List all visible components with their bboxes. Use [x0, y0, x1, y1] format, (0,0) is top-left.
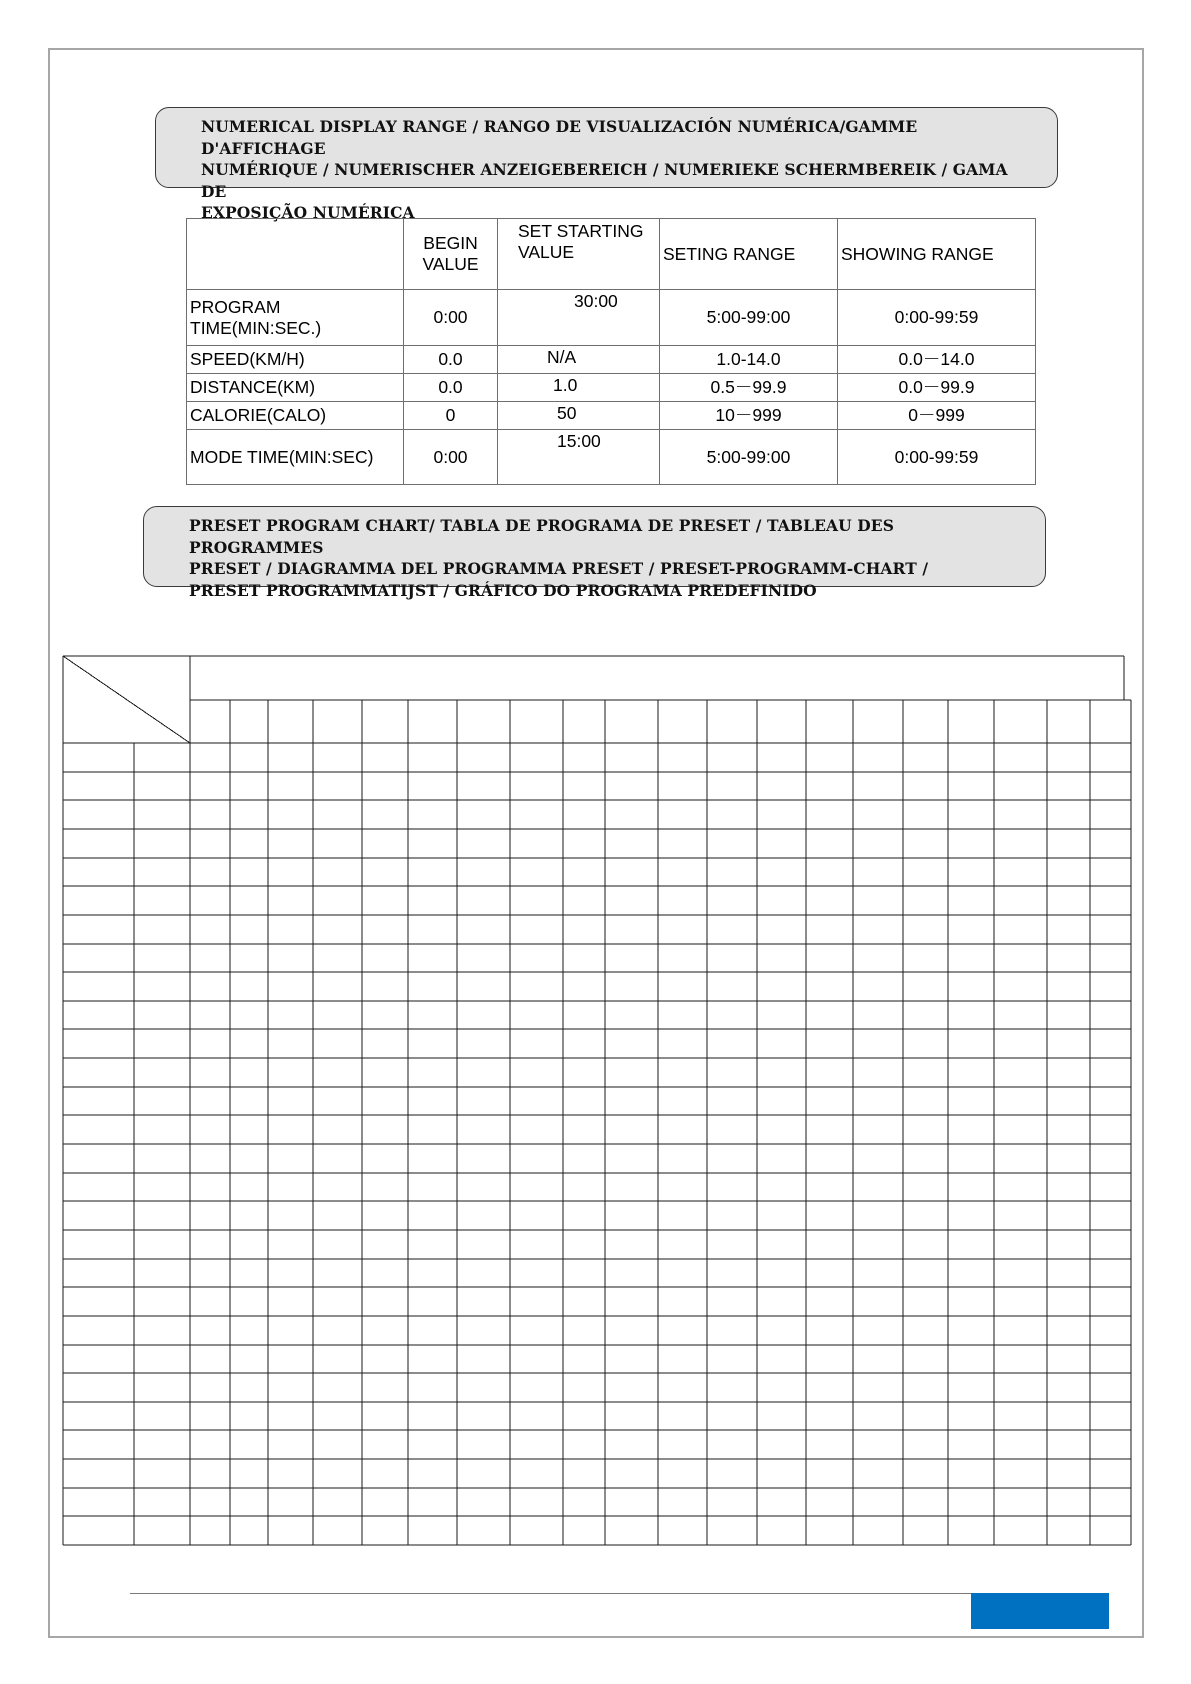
banner-title-line: NUMÉRIQUE / NUMERISCHER ANZEIGEBEREICH / NUMERIEKE SCHERMBEREIK / GAMA DE — [201, 160, 1008, 201]
setting-range-cell: 5:00-99:00 — [660, 290, 838, 346]
begin-value-cell: 0:00 — [404, 430, 498, 485]
footer-rule — [130, 1593, 1010, 1594]
banner-title-line: PRESET PROGRAM CHART/ TABLA DE PROGRAMA DE PRESET / TABLEAU DES PROGRAMMES — [189, 516, 894, 557]
banner-title-line: EXPOSIÇÃO NUMÉRICA — [201, 203, 415, 222]
start-value-text: 30:00 — [574, 291, 618, 311]
showing-range-cell: 0:00-99:59 — [838, 290, 1036, 346]
row-label: CALORIE(CALO) — [187, 402, 404, 430]
banner-title-line: PRESET / DIAGRAMMA DEL PROGRAMMA PRESET / PRESET-PROGRAMM-CHART / — [189, 559, 929, 578]
row-label-text: PROGRAM — [190, 296, 281, 317]
header-text: BEGIN — [423, 233, 478, 253]
begin-value-cell: 0 — [404, 402, 498, 430]
header-showing-range: SHOWING RANGE — [838, 219, 1036, 290]
start-value-text: 1.0 — [553, 375, 578, 395]
row-label: MODE TIME(MIN:SEC) — [187, 430, 404, 485]
header-text: VALUE — [518, 242, 575, 262]
showing-range-cell: 0:00-99:59 — [838, 430, 1036, 485]
start-value-text: 15:00 — [557, 431, 601, 451]
begin-value-cell: 0.0 — [404, 374, 498, 402]
setting-range-cell: 1.0-14.0 — [660, 346, 838, 374]
header-text: VALUE — [422, 254, 479, 274]
showing-range-cell: 0.0－99.9 — [838, 374, 1036, 402]
begin-value-cell: 0.0 — [404, 346, 498, 374]
showing-range-cell: 0－999 — [838, 402, 1036, 430]
grid-corner-diagonal — [63, 656, 190, 743]
start-value-text: 50 — [557, 403, 577, 423]
header-text: SET STARTING — [518, 221, 644, 241]
begin-value-cell: 0:00 — [404, 290, 498, 346]
row-label-text: TIME(MIN:SEC.) — [190, 317, 322, 338]
start-value-text: N/A — [547, 347, 577, 367]
banner-title-line: PRESET PROGRAMMATIJST / GRÁFICO DO PROGRAMA PREDEFINIDO — [189, 580, 817, 600]
setting-range-cell: 0.5－99.9 — [660, 374, 838, 402]
banner-title-line: NUMERICAL DISPLAY RANGE / RANGO DE VISUALIZACIÓN NUMÉRICA/GAMME D'AFFICHAGE — [201, 117, 918, 158]
header-setting-range: SETING RANGE — [660, 219, 838, 290]
setting-range-cell: 10－999 — [660, 402, 838, 430]
setting-range-cell: 5:00-99:00 — [660, 430, 838, 485]
showing-range-cell: 0.0－14.0 — [838, 346, 1036, 374]
row-label: DISTANCE(KM) — [187, 374, 404, 402]
footer-accent-block — [971, 1593, 1109, 1629]
row-label: SPEED(KM/H) — [187, 346, 404, 374]
